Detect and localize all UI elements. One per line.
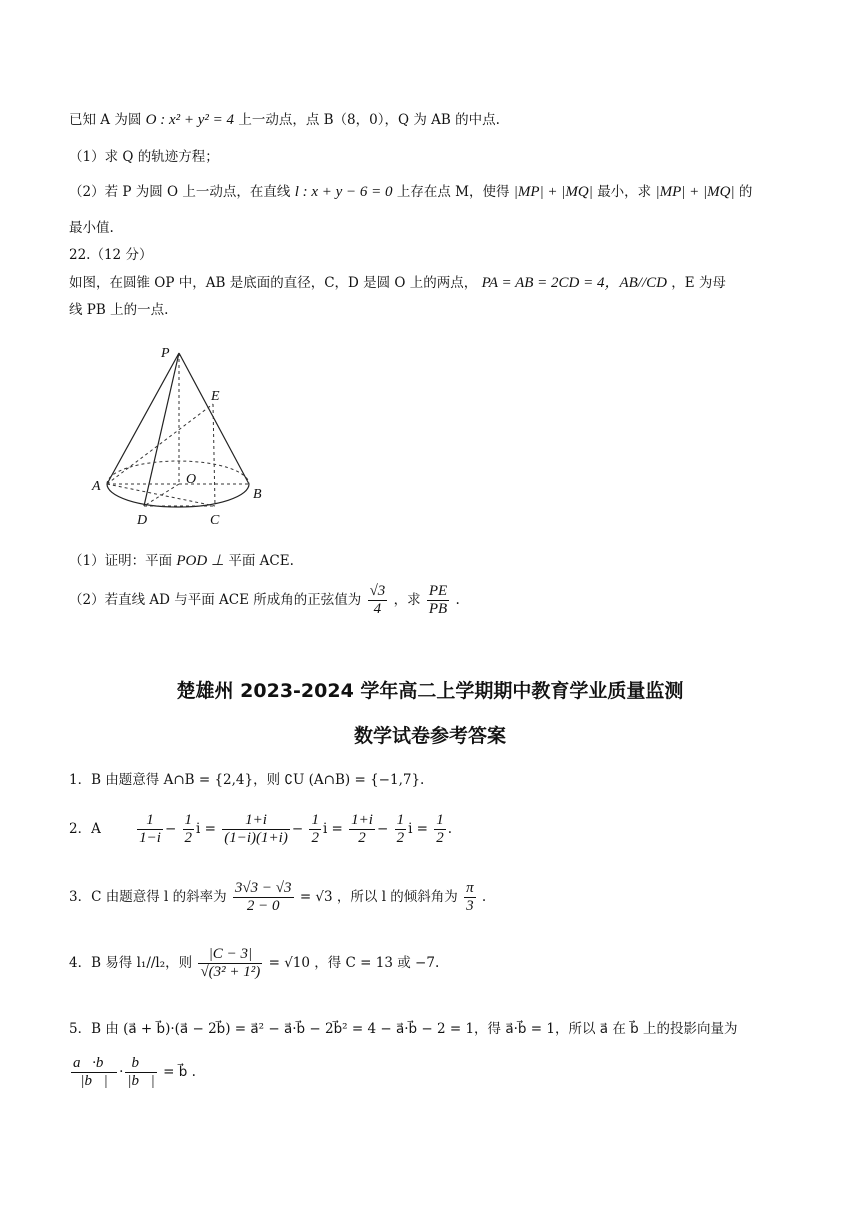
p22-stem — [69, 271, 726, 292]
answer-3-a: 3．C 由题意得 l 的斜率为 — [69, 889, 227, 905]
cone-figure — [88, 338, 283, 533]
answer-3-b: = √3 ，所以 l 的倾斜角为 — [299, 889, 458, 905]
answer-2: 2．A $\frac{1}{1-i}$ − $\frac{1}{2}$ i = $\frac{1+i}{(1-i)(1+i)}$ − $\frac{1}{2}$ i = $\frac{1+i}{2}$ − $\frac{1}{2}$ i = $\frac{1}{2}$ . — [69, 812, 453, 846]
plane-POD-perp: POD ⊥ — [176, 553, 225, 569]
label-A: A — [92, 479, 101, 494]
segment-AC — [107, 484, 215, 506]
p21-stem-b: 上一动点，点 B（8，0），Q 为 AB 的中点. — [238, 112, 500, 128]
p22-part2-b: ，求 — [393, 592, 421, 608]
answer-key-title: 数学试卷参考答案 — [353, 725, 506, 747]
p21-part2-a: （2）若 P 为圆 O 上一动点，在直线 — [69, 184, 291, 200]
angle-fraction: $\frac{\pi}{3}$ — [466, 880, 474, 914]
p22-part2 — [69, 583, 460, 618]
p22-part1-a: （1）证明：平面 — [69, 553, 173, 569]
p21-stem-a: 已知 A 为圆 — [69, 112, 142, 128]
answer-4-b: = √10 ，得 C = 13 或 −7. — [268, 955, 440, 971]
answer-1: 1．B 由题意得 A∩B = {2,4}，则 ∁U (A∩B) = {−1,7}. — [69, 772, 425, 788]
answer-3: 3．C 由题意得 l 的斜率为 $\frac{3√3 - √3}{2 - 0}$ = √3 ，所以 l 的倾斜角为 $\frac{\pi}{3}$ . — [69, 880, 487, 914]
ratio-fraction: $\frac{PE}{PB}$ — [428, 583, 448, 617]
p21-part1: （1）求 Q 的轨迹方程； — [69, 149, 219, 165]
sine-fraction: $\frac{√3}{4}$ — [369, 583, 386, 617]
distance-sum-expr-2: |MP| + |MQ| — [655, 184, 735, 200]
slope-fraction: $\frac{3√3 - √3}{2 - 0}$ — [234, 880, 292, 914]
p22-header: 22.（12 分） — [69, 247, 153, 263]
p22-part1-c: 平面 ACE. — [228, 553, 294, 569]
p22-stem-cont: 线 PB 上的一点. — [69, 302, 169, 318]
p22-stem-b: ，E 为母 — [671, 275, 726, 291]
answer-5-cont: $\frac{a⃗\cdot b⃗}{|b⃗|}$ · $\frac{b⃗}{|b⃗|}$ = b⃗ . — [73, 1055, 196, 1089]
segment-PD — [144, 353, 179, 506]
label-O: O — [186, 472, 197, 487]
p22-stem-a: 如图，在圆锥 OP 中，AB 是底面的直径，C，D 是圆 O 上的两点， — [69, 275, 478, 291]
p21-part2 — [69, 180, 752, 201]
p21-part2-tail: 最小值. — [69, 220, 114, 236]
exam-title: 楚雄州 2023-2024 学年高二上学期期中教育学业质量监测 — [176, 680, 684, 702]
segment-AE — [107, 404, 213, 484]
p22-part2-a: （2）若直线 AD 与平面 ACE 所成角的正弦值为 — [69, 592, 362, 608]
distance-fraction: $\frac{|C - 3|}{\text{√(3² + 1²)}}$ — [200, 946, 261, 980]
line-equation: l : x + y − 6 = 0 — [294, 184, 393, 200]
p21-stem — [69, 108, 500, 129]
distance-sum-expr: |MP| + |MQ| — [513, 184, 593, 200]
label-E: E — [211, 389, 220, 404]
p21-part2-d: 的 — [738, 184, 753, 200]
p22-part1 — [69, 549, 294, 570]
p21-part2-c: 最小，求 — [597, 184, 652, 200]
answer-4 — [69, 946, 439, 981]
answer-4-a: 4．B 易得 l₁//l₂，则 — [69, 955, 193, 971]
base-front-arc — [107, 484, 249, 507]
base-back-arc — [107, 461, 249, 484]
answer-5: 5．B 由 (a⃗ + b⃗)·(a⃗ − 2b⃗) = a⃗² − a⃗·b⃗ − 2b⃗² = 4 − a⃗·b⃗ − 2 = 1，得 a⃗·b⃗ = 1，所以 a⃗ 在 b⃗ 上的投影向量为 — [69, 1021, 738, 1037]
p21-part2-b: 上存在点 M，使得 — [396, 184, 510, 200]
label-D: D — [137, 513, 148, 528]
circle-equation: O : x² + y² = 4 — [145, 112, 235, 128]
label-P: P — [161, 346, 170, 361]
p22-part2-c: . — [455, 592, 460, 608]
label-B: B — [253, 487, 262, 502]
p22-condition: PA = AB = 2CD = 4，AB//CD — [481, 275, 667, 291]
answer-2-label: 2．A — [69, 821, 101, 837]
label-C: C — [210, 513, 220, 528]
